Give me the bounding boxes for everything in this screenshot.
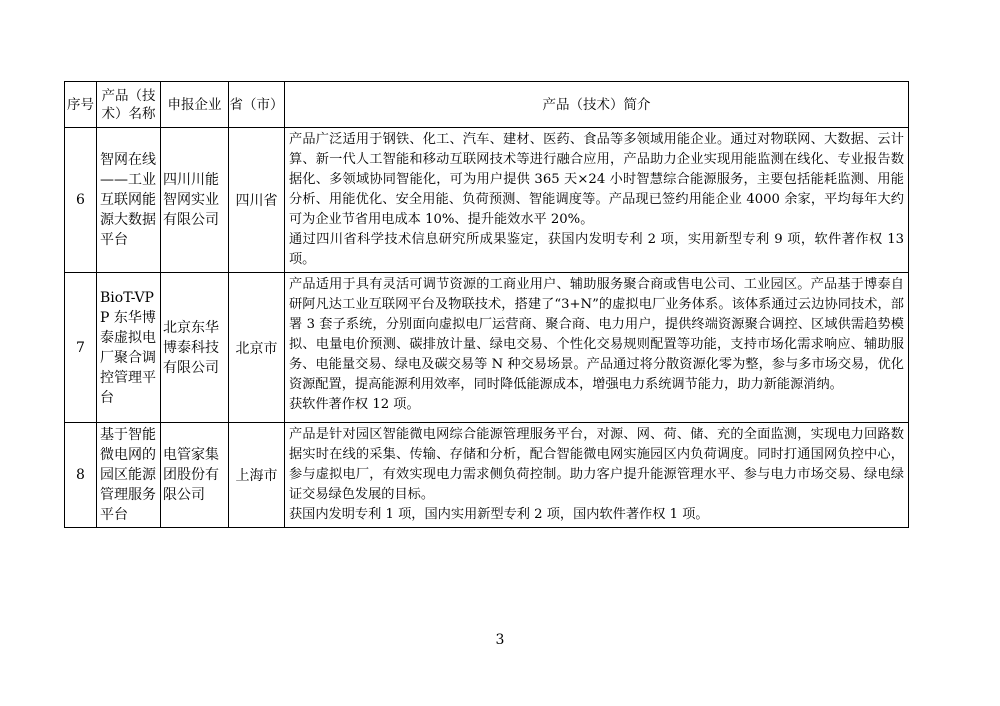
header-seq: 序号: [65, 82, 97, 128]
table-header-row: [65, 82, 909, 128]
table-row: [65, 128, 909, 273]
product-name: BioT-VPP 东华博泰虚拟电厂聚合调控管理平台: [97, 273, 161, 423]
product-table: [64, 81, 909, 528]
header-province: 省（市）: [229, 82, 285, 128]
province: 四川省: [229, 128, 285, 273]
row-seq: 7: [65, 273, 97, 423]
table-row: [65, 423, 909, 528]
header-product: 产品（技术）名称: [97, 82, 161, 128]
intro-paragraph: 产品是针对园区智能微电网综合能源管理服务平台，对源、网、荷、储、充的全面监测，实现电力回路数据实时在线的采集、传输、存储和分析，配合智能微电网实施园区内负荷调度。同时打通国网负控中心，参与虚拟电厂，有效实现电力需求侧负荷控制。助力客户提升能源管理水平、参与电力市场交易、绿电绿证交易绿色发展的目标。: [289, 427, 904, 502]
product-name: 基于智能微电网的园区能源管理服务平台: [97, 423, 161, 528]
row-seq: 8: [65, 423, 97, 528]
row-seq: 6: [65, 128, 97, 273]
header-company: 申报企业: [161, 82, 229, 128]
intro-paragraph: 产品适用于具有灵活可调节资源的工商业用户、辅助服务聚合商或售电公司、工业园区。产品基于博泰自研阿凡达工业互联网平台及物联技术，搭建了“3+N”的虚拟电厂业务体系。该体系通过云边协同技术，部署 3 套子系统，分别面向虚拟电厂运营商、聚合商、电力用户，提供终端资源聚合调控、区域供需趋势模拟、电量电价预测、碳排放计量、绿电交易、个性化交易规则配置等功能，支持市场化需求响应、辅助服务、电能量交易、绿电及碳交易等 N 种交易场景。产品通过将分散资源化零为整，参与多市场交易，优化资源配置，提高能源利用效率，同时降低能源成本，增强电力系统调节能力，助力新能源消纳。: [289, 277, 904, 392]
intro-paragraph: 通过四川省科学技术信息研究所成果鉴定，获国内发明专利 2 项，实用新型专利 9 项，软件著作权 13 项。: [289, 232, 904, 267]
product-name: 智网在线——工业互联网能源大数据平台: [97, 128, 161, 273]
province: 上海市: [229, 423, 285, 528]
company-name: 北京东华博泰科技有限公司: [161, 273, 229, 423]
province: 北京市: [229, 273, 285, 423]
product-intro: [285, 423, 909, 528]
table-row: [65, 273, 909, 423]
company-name: 电管家集团股份有限公司: [161, 423, 229, 528]
header-intro: 产品（技术）简介: [285, 82, 909, 128]
product-intro: [285, 128, 909, 273]
product-intro: [285, 273, 909, 423]
page-number: 3: [495, 632, 505, 648]
company-name: 四川川能智网实业有限公司: [161, 128, 229, 273]
intro-paragraph: 获软件著作权 12 项。: [289, 397, 420, 412]
intro-paragraph: 获国内发明专利 1 项，国内实用新型专利 2 项，国内软件著作权 1 项。: [289, 507, 709, 522]
intro-paragraph: 产品广泛适用于钢铁、化工、汽车、建材、医药、食品等多领域用能企业。通过对物联网、大数据、云计算、新一代人工智能和移动互联网技术等进行融合应用，产品助力企业实现用能监测在线化、专业报告数据化、多领域协同智能化，可为用户提供 365 天×24 小时智慧综合能源服务，主要包括能耗监测、用能分析、用能优化、安全用能、负荷预测、智能调度等。产品现已签约用能企业 4000 余家，平均每年大约可为企业节省用电成本 10%、提升能效水平 20%。: [289, 132, 904, 227]
